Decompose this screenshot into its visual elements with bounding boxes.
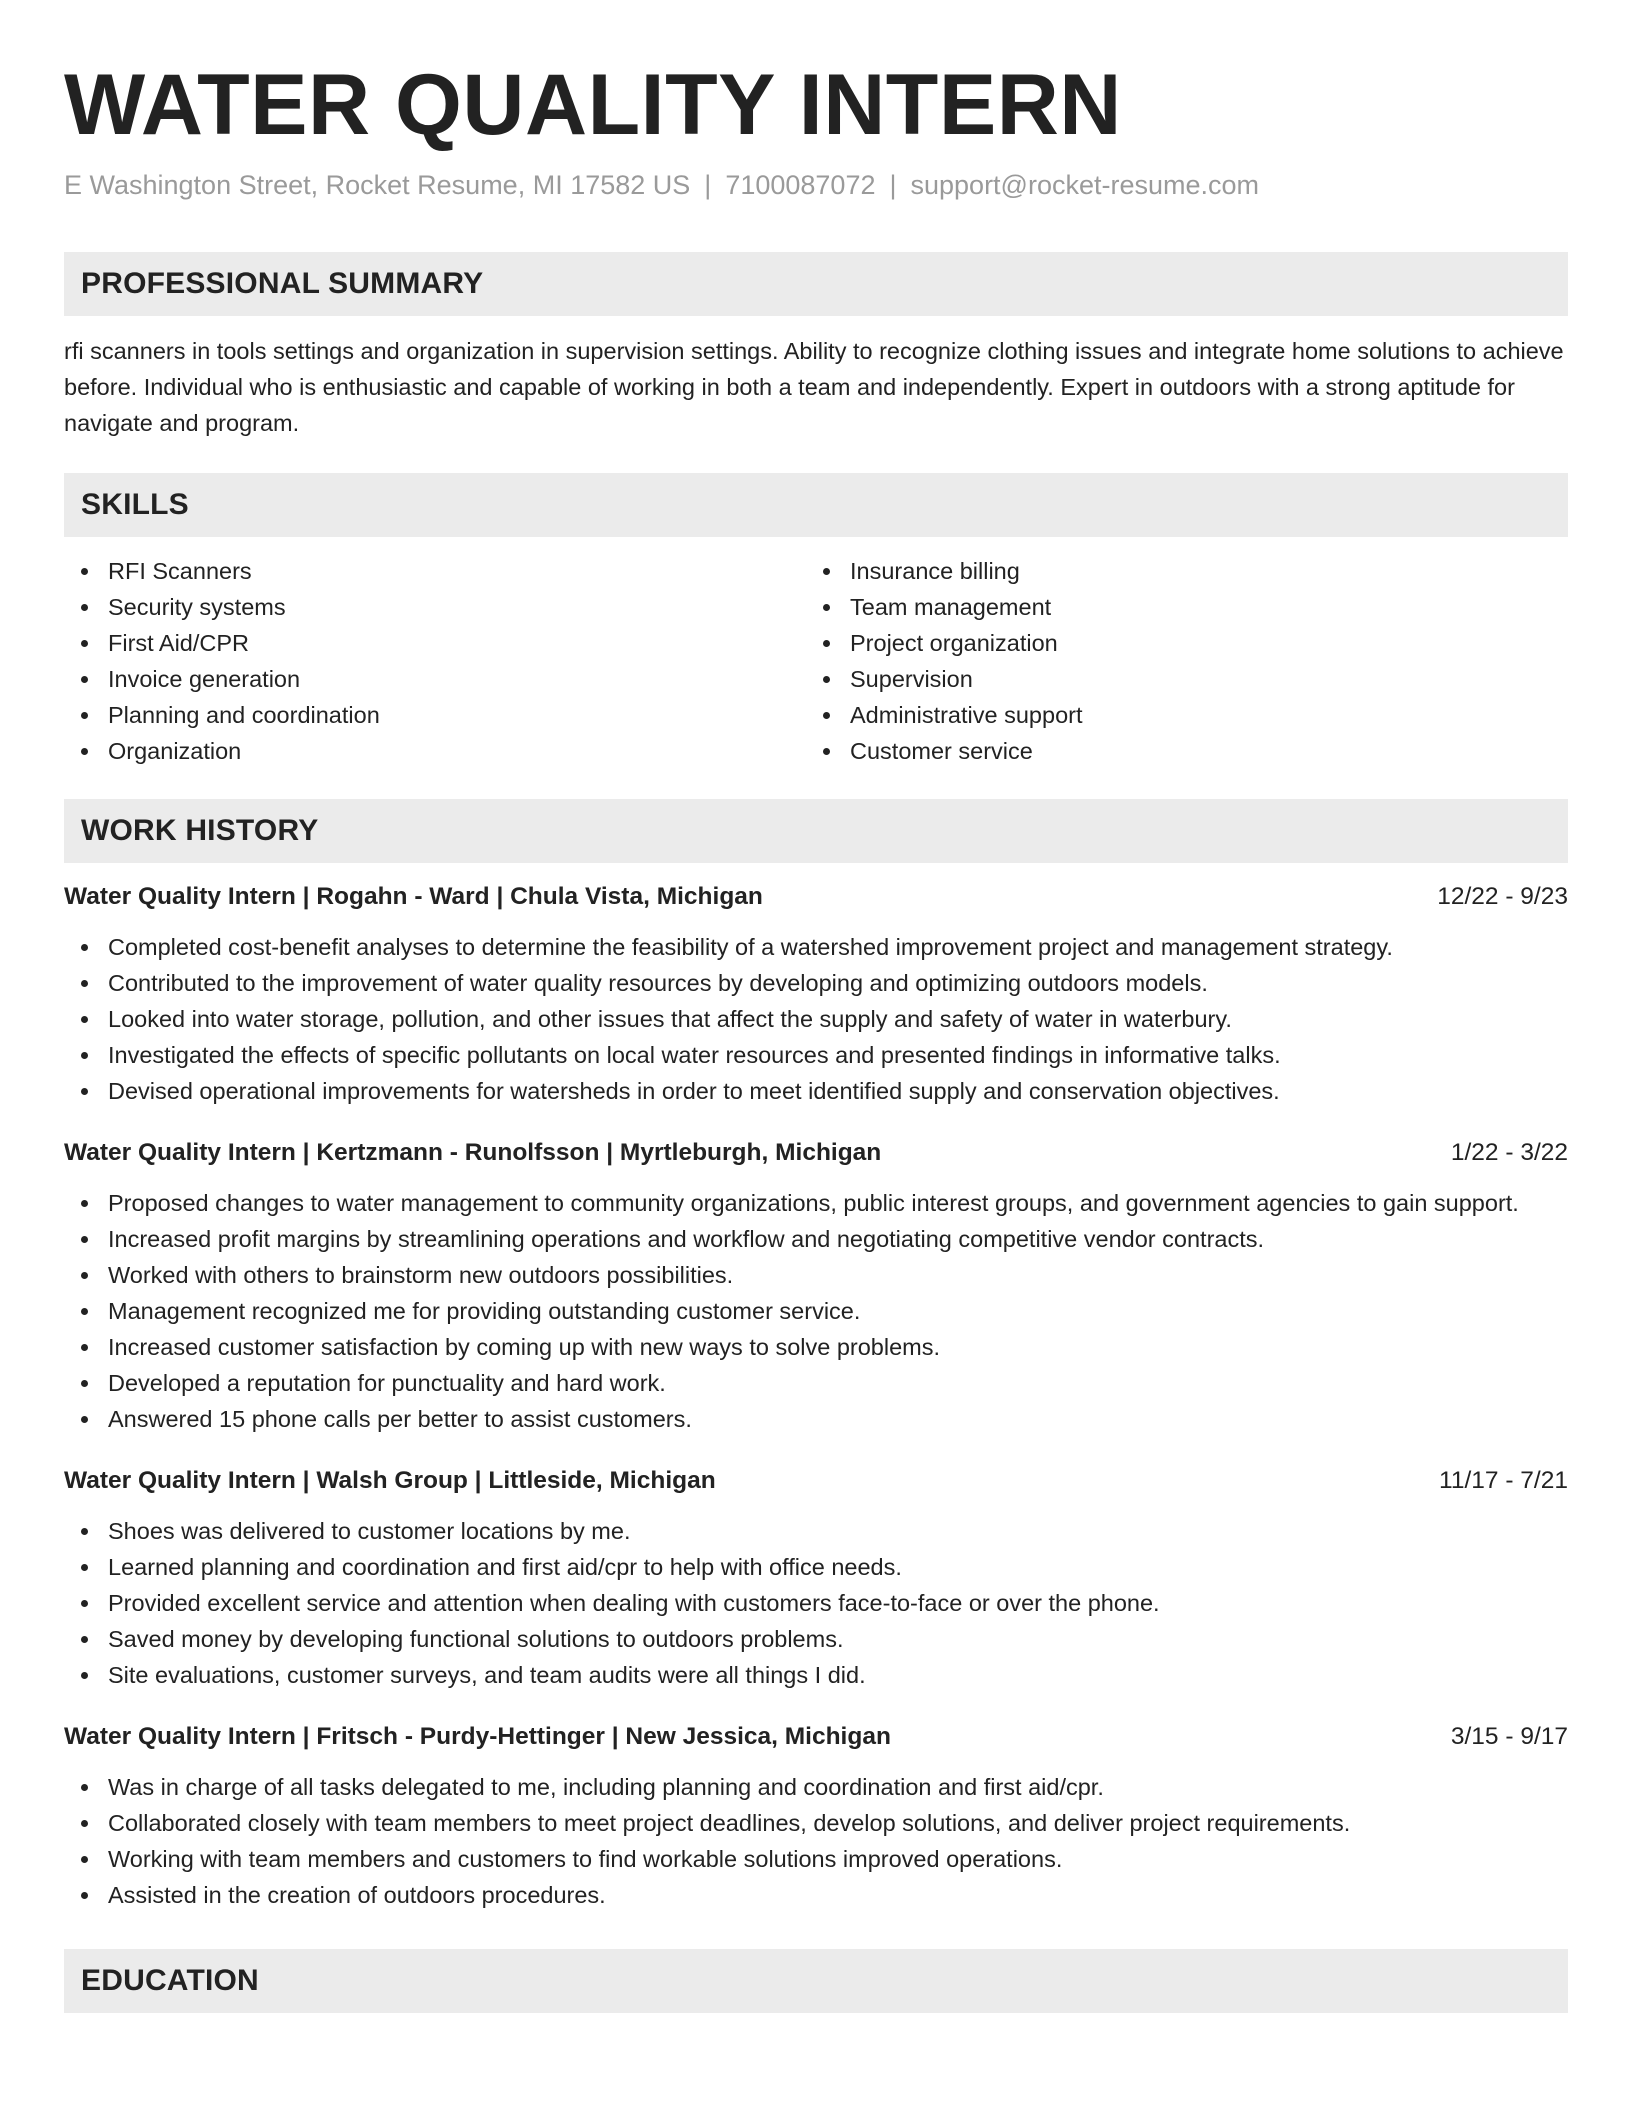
job-dates: 11/17 - 7/21 bbox=[1439, 1467, 1568, 1494]
job-bullet: Investigated the effects of specific pollutants on local water resources and presented findings in informative talks. bbox=[64, 1037, 1568, 1073]
job-bullet: Answered 15 phone calls per better to assist customers. bbox=[64, 1401, 1568, 1437]
job-bullet: Developed a reputation for punctuality and hard work. bbox=[64, 1365, 1568, 1401]
job-bullet: Working with team members and customers to find workable solutions improved operations. bbox=[64, 1841, 1568, 1877]
job-bullet: Provided excellent service and attention when dealing with customers face-to-face or over the phone. bbox=[64, 1585, 1568, 1621]
work-history-heading: WORK HISTORY bbox=[64, 799, 1568, 863]
job-bullets bbox=[64, 1185, 1568, 1437]
job-bullet: Learned planning and coordination and first aid/cpr to help with office needs. bbox=[64, 1549, 1568, 1585]
job-bullet: Was in charge of all tasks delegated to me, including planning and coordination and first aid/cpr. bbox=[64, 1769, 1568, 1805]
job-entry bbox=[64, 1463, 1568, 1693]
job-title: Water Quality Intern | Kertzmann - Runolfsson | Myrtleburgh, Michigan bbox=[64, 1139, 882, 1166]
contact-phone: 7100087072 bbox=[725, 170, 876, 200]
skill-item: Security systems bbox=[64, 589, 806, 625]
job-header bbox=[64, 1719, 1568, 1755]
job-bullet: Saved money by developing functional solutions to outdoors problems. bbox=[64, 1621, 1568, 1657]
job-dates: 12/22 - 9/23 bbox=[1437, 883, 1568, 910]
job-bullet: Devised operational improvements for watersheds in order to meet identified supply and conservation objectives. bbox=[64, 1073, 1568, 1109]
skill-item: Team management bbox=[806, 589, 1548, 625]
skills-column-right bbox=[806, 553, 1548, 769]
job-entry bbox=[64, 1135, 1568, 1437]
job-dates: 3/15 - 9/17 bbox=[1450, 1723, 1568, 1750]
skill-item: Insurance billing bbox=[806, 553, 1548, 589]
skills-column-left bbox=[64, 553, 806, 769]
job-bullet: Collaborated closely with team members to meet project deadlines, develop solutions, and deliver project requirements. bbox=[64, 1805, 1568, 1841]
job-title: Water Quality Intern | Fritsch - Purdy-Hettinger | New Jessica, Michigan bbox=[64, 1723, 891, 1750]
job-bullet: Completed cost-benefit analyses to determine the feasibility of a watershed improvement project and management strategy. bbox=[64, 929, 1568, 965]
contact-separator: | bbox=[704, 170, 712, 200]
summary-heading: PROFESSIONAL SUMMARY bbox=[64, 252, 1568, 316]
job-bullet: Increased customer satisfaction by coming up with new ways to solve problems. bbox=[64, 1329, 1568, 1365]
job-bullet: Proposed changes to water management to community organizations, public interest groups, and government agencies to gain support. bbox=[64, 1185, 1568, 1221]
job-dates: 1/22 - 3/22 bbox=[1450, 1139, 1568, 1166]
job-bullet: Site evaluations, customer surveys, and team audits were all things I did. bbox=[64, 1657, 1568, 1693]
skill-item: Customer service bbox=[806, 733, 1548, 769]
resume-content bbox=[64, 50, 1568, 2013]
job-bullet: Management recognized me for providing outstanding customer service. bbox=[64, 1293, 1568, 1329]
skill-item: Planning and coordination bbox=[64, 697, 806, 733]
job-bullets bbox=[64, 1513, 1568, 1693]
skill-item: Administrative support bbox=[806, 697, 1548, 733]
skill-item: Organization bbox=[64, 733, 806, 769]
job-title: Water Quality Intern | Walsh Group | Littleside, Michigan bbox=[64, 1467, 716, 1494]
job-bullet: Contributed to the improvement of water quality resources by developing and optimizing outdoors models. bbox=[64, 965, 1568, 1001]
skill-item: First Aid/CPR bbox=[64, 625, 806, 661]
skill-item: Invoice generation bbox=[64, 661, 806, 697]
contact-address: E Washington Street, Rocket Resume, MI 17582 US bbox=[64, 170, 691, 200]
contact-separator: | bbox=[889, 170, 897, 200]
education-heading: EDUCATION bbox=[64, 1949, 1568, 2013]
job-bullets bbox=[64, 1769, 1568, 1913]
job-bullets bbox=[64, 929, 1568, 1109]
contact-email: support@rocket-resume.com bbox=[910, 170, 1260, 200]
job-bullet: Shoes was delivered to customer locations by me. bbox=[64, 1513, 1568, 1549]
job-header bbox=[64, 879, 1568, 915]
summary-text: rfi scanners in tools settings and organization in supervision settings. Ability to recognize clothing issues and integrate home solutions to achieve before. Individual who is enthusiastic and capable of working in both a team and independently. Expert in outdoors with a strong aptitude for navigate and program. bbox=[64, 338, 1564, 436]
job-title: Water Quality Intern | Rogahn - Ward | Chula Vista, Michigan bbox=[64, 883, 763, 910]
job-bullet: Looked into water storage, pollution, and other issues that affect the supply and safety of water in waterbury. bbox=[64, 1001, 1568, 1037]
job-entry bbox=[64, 879, 1568, 1109]
skills-list bbox=[64, 553, 1568, 769]
job-header bbox=[64, 1135, 1568, 1171]
contact-line bbox=[64, 168, 1568, 202]
job-entry bbox=[64, 1719, 1568, 1913]
job-bullet: Assisted in the creation of outdoors procedures. bbox=[64, 1877, 1568, 1913]
job-bullet: Increased profit margins by streamlining operations and workflow and negotiating competitive vendor contracts. bbox=[64, 1221, 1568, 1257]
skill-item: Project organization bbox=[806, 625, 1548, 661]
job-bullet: Worked with others to brainstorm new outdoors possibilities. bbox=[64, 1257, 1568, 1293]
job-header bbox=[64, 1463, 1568, 1499]
skills-heading: SKILLS bbox=[64, 473, 1568, 537]
skill-item: RFI Scanners bbox=[64, 553, 806, 589]
candidate-name: WATER QUALITY INTERN bbox=[64, 57, 1122, 153]
skill-item: Supervision bbox=[806, 661, 1548, 697]
